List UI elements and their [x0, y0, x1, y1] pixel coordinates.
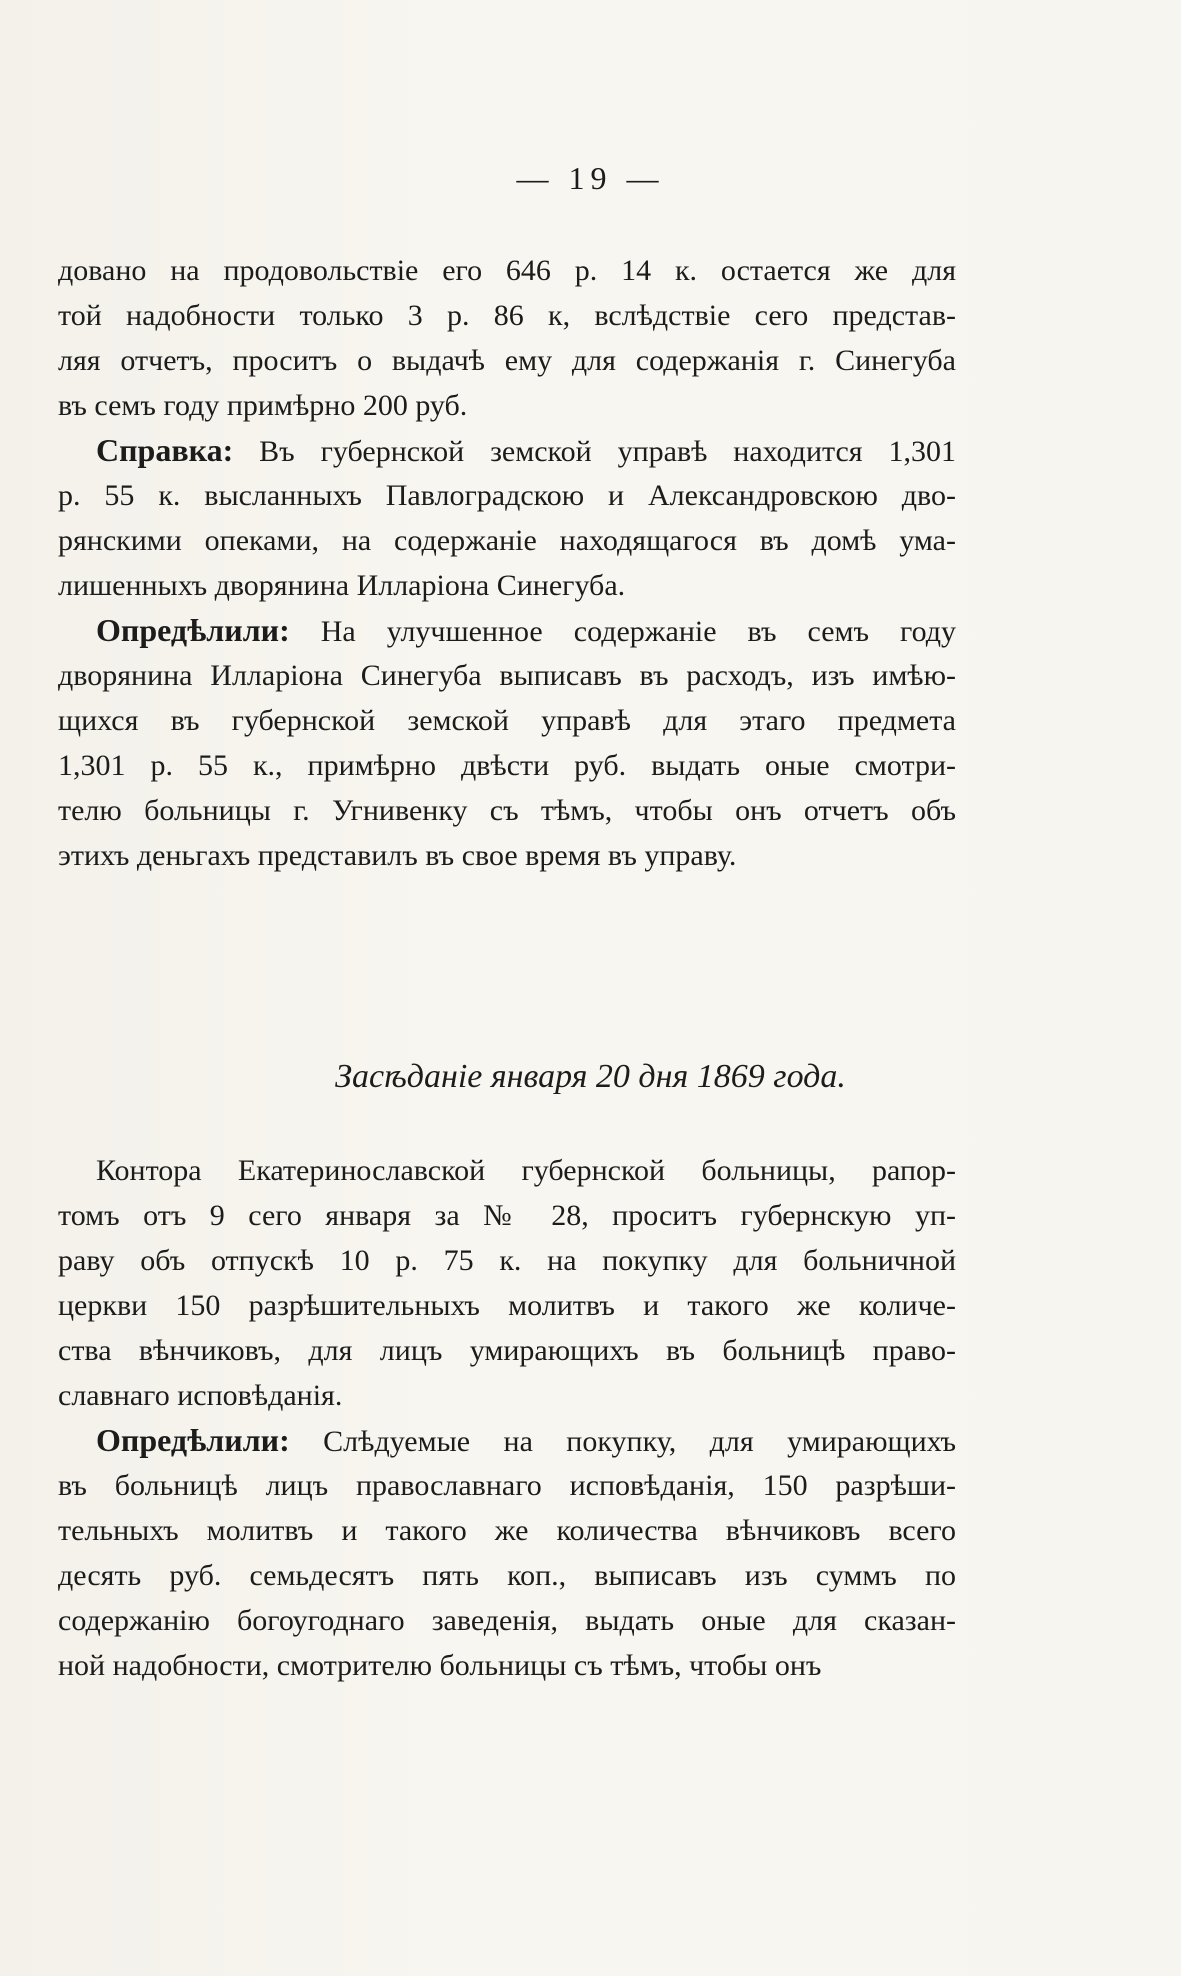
text-line: въ больницѣ лицъ православнаго исповѣданія, 150 разрѣши- — [58, 1469, 956, 1502]
text-line: 1,301 р. 55 к., примѣрно двѣсти руб. выдать оные смотри- — [58, 749, 956, 782]
section-lead: Опредѣлили: — [96, 612, 290, 648]
text-span: Въ губернской земской управѣ находится 1,301 — [259, 435, 957, 468]
session-heading: Засѣданіе января 20 дня 1869 года. — [335, 1058, 846, 1095]
text-line: раву объ отпускѣ 10 р. 75 к. на покупку для больничной — [58, 1244, 956, 1277]
text-line: этихъ деньгахъ представилъ въ свое время въ управу. — [58, 839, 737, 872]
text-line: лишенныхъ дворянина Илларіона Синегуба. — [58, 569, 626, 602]
text-line: тельныхъ молитвъ и такого же количества вѣнчиковъ всего — [58, 1514, 956, 1547]
page-number: — 19 — — [516, 160, 665, 196]
paragraph-spravka — [58, 428, 956, 608]
text-line: Контора Екатеринославской губернской больницы, рапор- — [96, 1154, 956, 1187]
text-line: содержанію богоугоднаго заведенія, выдать оные для сказан- — [58, 1604, 956, 1637]
text-line: томъ отъ 9 сего января за № 28, проситъ губернскую уп- — [58, 1199, 956, 1232]
text-span: Слѣдуемые на покупку, для умирающихъ — [323, 1425, 957, 1458]
text-line — [58, 428, 956, 473]
text-line: ства вѣнчиковъ, для лицъ умирающихъ въ больницѣ право- — [58, 1334, 956, 1367]
paragraph-opredelili-1 — [58, 608, 956, 878]
text-line: довано на продовольствіе его 646 р. 14 к. остается же для — [58, 254, 956, 287]
text-line: десять руб. семьдесятъ пять коп., выписавъ изъ суммъ по — [58, 1559, 956, 1592]
text-line: въ семъ году примѣрно 200 руб. — [58, 389, 468, 422]
text-line: рянскими опеками, на содержаніе находящагося въ домѣ ума- — [58, 524, 956, 557]
text-line: р. 55 к. высланныхъ Павлоградскою и Александровскою дво- — [58, 479, 956, 512]
text-line: щихся въ губернской земской управѣ для этаго предмета — [58, 704, 956, 737]
text-line: телю больницы г. Угнивенку съ тѣмъ, чтобы онъ отчетъ объ — [58, 794, 956, 827]
text-line: славнаго исповѣданія. — [58, 1379, 343, 1412]
text-line — [58, 1418, 956, 1463]
paragraph-opredelili-2 — [58, 1418, 956, 1688]
text-line: церкви 150 разрѣшительныхъ молитвъ и такого же количе- — [58, 1289, 956, 1322]
text-span: На улучшенное содержаніе въ семъ году — [320, 615, 956, 648]
text-line: ляя отчетъ, проситъ о выдачѣ ему для содержанія г. Синегуба — [58, 344, 956, 377]
section-lead: Опредѣлили: — [96, 1422, 290, 1458]
text-line: дворянина Илларіона Синегуба выписавъ въ расходъ, изъ имѣю- — [58, 659, 956, 692]
paragraph-1 — [58, 248, 956, 428]
text-line: ной надобности, смотрителю больницы съ тѣмъ, чтобы онъ — [58, 1649, 822, 1682]
text-line — [58, 608, 956, 653]
section-lead: Справка: — [96, 432, 234, 468]
text-line: той надобности только 3 р. 86 к, вслѣдствіе сего представ- — [58, 299, 956, 332]
paragraph-kontora — [58, 1148, 956, 1418]
